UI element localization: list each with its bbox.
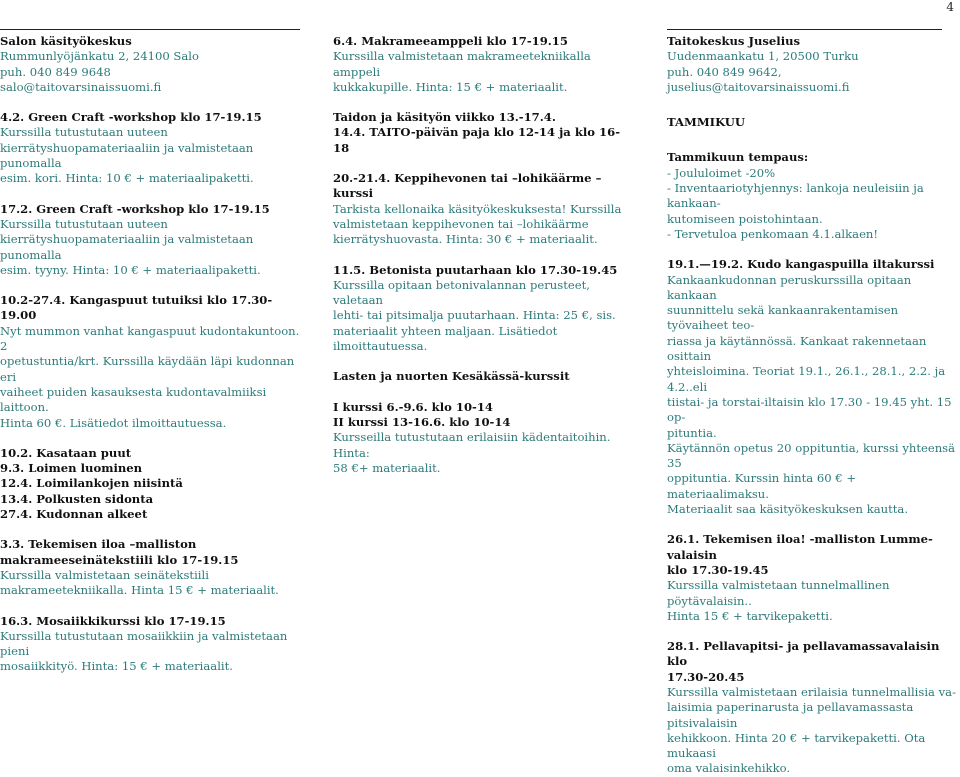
event-title: 20.-21.4. Keppihevonen tai –lohikäärme –kurssi <box>333 171 602 201</box>
schedule-item: 12.4. Loimilankojen niisintä <box>0 476 183 491</box>
event-text: riassa ja käytännössä. Kankaat rakennetaan osittain <box>667 333 927 364</box>
event-title: 28.1. Pellavapitsi- ja pellavamassavalaisin klo <box>667 639 940 669</box>
schedule-item: 9.3. Loimen luominen <box>0 461 143 476</box>
event-text: pituntia. <box>667 425 717 440</box>
column-salo-continued <box>333 34 633 476</box>
event-text: Materiaalit saa käsityökeskuksen kautta. <box>667 502 909 517</box>
event-text: Kurssilla valmistetaan tunnelmallinen pöytävalaisin.. <box>667 578 890 608</box>
event-title: 19.1.—19.2. Kudo kangaspuilla iltakurssi <box>667 257 935 272</box>
event-title: Tammikuun tempaus: <box>667 150 809 165</box>
event-title: 4.2. Green Craft -workshop klo 17-19.15 <box>0 110 262 125</box>
event-text: lehti- tai pitsimalja puutarhaan. Hinta: 25 €, sis. <box>333 308 616 323</box>
event-text: Kursseilla tutustutaan erilaisiin kädentaitoihin. Hinta: <box>333 430 611 460</box>
event-text: - Joululoimet -20% <box>667 165 776 180</box>
event-text: Tarkista kellonaika käsityökeskuksesta! Kurssilla <box>333 201 622 216</box>
event-text: Kankaankudonnan peruskurssilla opitaan kankaan <box>667 272 912 302</box>
org-name: Salon käsityökeskus <box>0 34 132 48</box>
column-turku <box>667 34 957 777</box>
event-text: oma valaisinkehikko. <box>667 761 791 776</box>
event-text: materiaalit yhteen maljaan. Lisätiedot ilmoittautuessa. <box>333 323 558 354</box>
event-text: Kurssilla valmistetaan seinätekstiili <box>0 567 209 582</box>
event-text: yhteisloimina. Teoriat 19.1., 26.1., 28.1., 2.2. ja 4.2..eli <box>667 364 946 394</box>
event-title: 17.30-20.45 <box>667 669 745 684</box>
org-address: Uudenmaankatu 1, 20500 Turku <box>667 49 859 64</box>
event-title: II kurssi 13-16.6. klo 10-14 <box>333 414 511 429</box>
event-text: Nyt mummon vanhat kangaspuut kudontakuntoon. 2 <box>0 323 300 354</box>
event-text: tiistai- ja torstai-iltaisin klo 17.30 - 19.45 yht. 15 op- <box>667 394 952 425</box>
section-title: Lasten ja nuorten Kesäkässä-kurssit <box>333 369 570 384</box>
event-title: I kurssi 6.-9.6. klo 10-14 <box>333 399 493 414</box>
event-text: Kurssilla opitaan betonivalannan perusteet, valetaan <box>333 277 590 308</box>
event-title: 6.4. Makrameeamppeli klo 17-19.15 <box>333 34 568 48</box>
event-text: valmistetaan keppihevonen tai –lohikäärme <box>333 216 589 231</box>
org-address: Rummunlyöjänkatu 2, 24100 Salo <box>0 49 199 64</box>
event-text: Kurssilla valmistetaan erilaisia tunnelmallisia va- <box>667 684 957 699</box>
event-title: 16.3. Mosaiikkikurssi klo 17-19.15 <box>0 613 226 628</box>
event-text: Kurssilla valmistetaan makrameetekniikalla amppeli <box>333 49 591 79</box>
org-phone: puh. 040 849 9648 <box>0 64 111 79</box>
event-title: Taidon ja käsityön viikko 13.-17.4. <box>333 110 556 125</box>
schedule-item: 10.2. Kasataan puut <box>0 445 132 460</box>
event-text: kutomiseen poistohintaan. <box>667 211 823 226</box>
event-text: kierrätyshuovasta. Hinta: 30 € + materiaalit. <box>333 232 598 247</box>
event-text: esim. tyyny. Hinta: 10 € + materiaalipaketti. <box>0 262 261 277</box>
top-rule-right <box>667 29 942 30</box>
org-name: Taitokeskus Juselius <box>667 34 801 48</box>
event-title: 17.2. Green Craft -workshop klo 17-19.15 <box>0 201 270 216</box>
org-phone: puh. 040 849 9642, <box>667 64 782 79</box>
event-text: Kurssilla tutustutaan uuteen <box>0 125 168 140</box>
event-text: Käytännön opetus 20 oppituntia, kurssi yhteensä 35 <box>667 440 956 471</box>
event-text: opetustuntia/krt. Kurssilla käydään läpi kudonnan eri <box>0 354 295 384</box>
event-title: 11.5. Betonista puutarhaan klo 17.30-19.45 <box>333 262 618 277</box>
column-salo <box>0 34 300 675</box>
month-heading: TAMMIKUU <box>667 115 745 130</box>
event-text: kehikkoon. Hinta 20 € + tarvikepaketti. Ota mukaasi <box>667 730 926 761</box>
org-email: salo@taitovarsinaissuomi.fi <box>0 79 162 94</box>
event-title: 14.4. TAITO-päivän paja klo 12-14 ja klo 16-18 <box>333 125 621 155</box>
event-title: makrameeseinätekstiili klo 17-19.15 <box>0 552 239 567</box>
page-number: 4 <box>946 0 954 14</box>
event-text: Hinta 60 €. Lisätiedot ilmoittautuessa. <box>0 415 227 430</box>
event-text: esim. kori. Hinta: 10 € + materiaalipaketti. <box>0 171 254 186</box>
schedule-item: 13.4. Polkusten sidonta <box>0 491 154 506</box>
event-title: 26.1. Tekemisen iloa! -malliston Lumme-valaisin <box>667 532 933 562</box>
event-text: Kurssilla tutustutaan mosaiikkiin ja valmistetaan pieni <box>0 628 288 659</box>
schedule-item: 27.4. Kudonnan alkeet <box>0 507 148 522</box>
event-text: Kurssilla tutustutaan uuteen <box>0 216 168 231</box>
event-title: 3.3. Tekemisen iloa –malliston <box>0 537 197 552</box>
event-text: Hinta 15 € + tarvikepaketti. <box>667 608 833 623</box>
event-title: klo 17.30-19.45 <box>667 562 769 577</box>
event-text: kierrätyshuopamateriaaliin ja valmistetaan punomalla <box>0 232 254 262</box>
event-text: makrameetekniikalla. Hinta 15 € + materiaalit. <box>0 583 279 598</box>
event-text: kierrätyshuopamateriaaliin ja valmistetaan punomalla <box>0 140 254 171</box>
event-text: - Tervetuloa penkomaan 4.1.alkaen! <box>667 226 879 241</box>
event-text: kukkakupille. Hinta: 15 € + materiaalit. <box>333 79 568 94</box>
event-text: - Inventaariotyhjennys: lankoja neuleisiin ja kankaan- <box>667 181 924 211</box>
org-email: juselius@taitovarsinaissuomi.fi <box>667 79 850 94</box>
top-rule-left <box>0 29 300 30</box>
event-text: vaiheet puiden kasauksesta kudontavalmiiksi laittoon. <box>0 384 267 415</box>
event-text: 58 €+ materiaalit. <box>333 460 441 475</box>
event-text: oppituntia. Kurssin hinta 60 € + materiaalimaksu. <box>667 471 857 501</box>
event-text: laisimia paperinarusta ja pellavamassasta pitsivalaisin <box>667 700 914 730</box>
event-text: suunnittelu sekä kankaanrakentamisen työvaiheet teo- <box>667 303 899 333</box>
event-text: mosaiikkityö. Hinta: 15 € + materiaalit. <box>0 659 233 674</box>
event-title: 10.2-27.4. Kangaspuut tutuiksi klo 17.30-19.00 <box>0 293 273 323</box>
